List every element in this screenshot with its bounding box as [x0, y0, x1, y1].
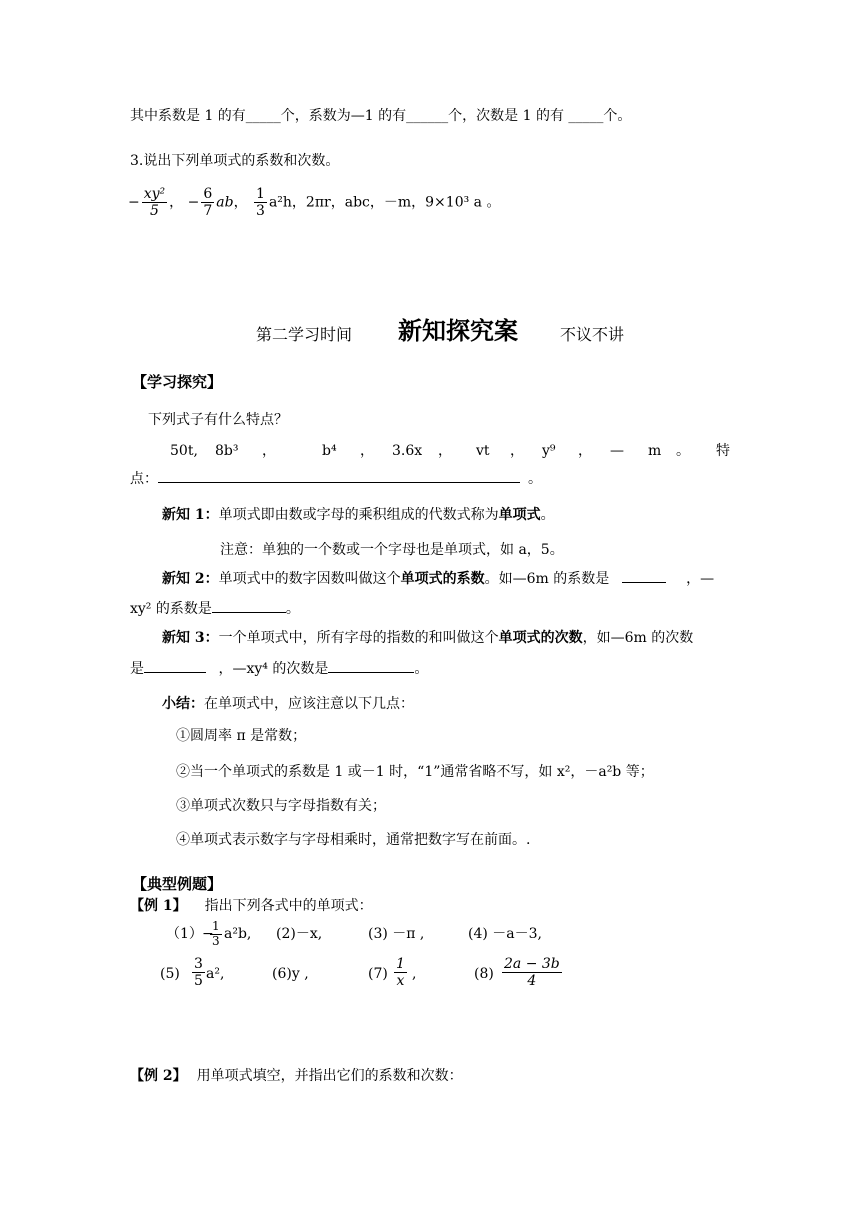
q3-expression-rest: a²h，2πr，abc，－m，9×10³ a 。 [268, 194, 501, 211]
study-heading: 【学习探究】 [132, 374, 223, 391]
study-prompt: 下列式子有什么特点？ [148, 412, 288, 428]
fraction-xy2-over-5: $\frac{\text{xy²}}{5}$ [143, 186, 166, 220]
term-sep: ， [578, 443, 592, 459]
term-4: 3.6x [392, 443, 423, 459]
intro-line-1: 其中系数是 1 的有_____个，系数为—1 的有______个，次数是 1 的有 _____个。 [130, 108, 632, 124]
term-end: 。 [676, 443, 690, 459]
fraction-1-over-x: $\frac{1}{x}$ [396, 956, 405, 990]
section-header-title: 新知探究案 [398, 318, 518, 345]
fraction-1-over-3: $\frac{1}{3}$ [256, 186, 265, 220]
example-1-row-1: （1） − $\frac{1}{3}$ a²b, (2)－x, (3) －π , (4) －a－3, [166, 919, 542, 948]
section-header-right: 不议不讲 [560, 327, 625, 344]
fraction-1-over-3-ex: $\frac{1}{3}$ [212, 919, 220, 948]
examples-heading: 【典型例题】 [132, 876, 223, 893]
term-6: y⁹ [542, 443, 556, 459]
summary-point-1: ①圆周率 π 是常数； [176, 728, 307, 744]
fraction-2a-3b-over-4: $\frac{2a - 3b}{4}$ [504, 956, 560, 990]
def2-blank-1[interactable] [622, 570, 666, 583]
example-1: 【例 1】 指出下列各式中的单项式： [130, 898, 373, 914]
term-sep: ， [360, 443, 374, 459]
fraction-3-over-5: $\frac{3}{5}$ [194, 956, 203, 990]
definition-1: 新知 1：单项式即由数或字母的乘积组成的代数式称为单项式。 [162, 507, 555, 523]
def3-blank-1[interactable] [144, 660, 206, 673]
definition-2-line-2: xy² 的系数是 。 [130, 601, 300, 617]
summary-point-4: ④单项式表示数字与字母相乘时，通常把数字写在前面。. [176, 832, 531, 848]
term-sep: ， [510, 443, 524, 459]
summary-point-2: ②当一个单项式的系数是 1 或－1 时，“1”通常省略不写，如 x²，－a²b 等； [176, 764, 654, 780]
trait-label-start: 特 [716, 443, 730, 459]
summary: 小结：在单项式中，应该注意以下几点： [162, 696, 414, 712]
term-7-letter: m [648, 443, 662, 459]
q3-expression-row: − $\frac{\text{xy²}}{5}$ ， − $\frac{6}{7}$ ab， $\frac{1}{3}$ a²h，2πr，abc，－m，9×10³ a 。 [128, 186, 501, 220]
definition-2: 新知 2：单项式中的数字因数叫做这个单项式的系数。如—6m 的系数是 ，— [162, 571, 715, 587]
def2-blank-2[interactable] [212, 600, 286, 613]
term-sep: ， [438, 443, 452, 459]
example-2: 【例 2】 用单项式填空，并指出它们的系数和次数： [130, 1068, 463, 1084]
term-5: vt [476, 443, 490, 459]
trait-line: 点： 。 [130, 471, 542, 487]
note: 注意：单独的一个数或一个字母也是单项式，如 a，5。 [220, 542, 564, 558]
term-2: 8b³ [215, 443, 239, 459]
term-sep: ， [262, 443, 276, 459]
example-1-row-2: (5) $\frac{3}{5}$ a², (6)y , (7) $\frac{1}{x}$ , (8) $\frac{2a - 3b}{4}$ [160, 956, 560, 990]
definition-3: 新知 3：一个单项式中，所有字母的指数的和叫做这个单项式的次数，如—6m 的次数 [162, 630, 694, 646]
fraction-6-over-7: $\frac{6}{7}$ [203, 186, 213, 220]
section-header-left: 第二学习时间 [256, 327, 353, 344]
trait-answer-blank[interactable] [158, 470, 520, 483]
term-1: 50t, [170, 443, 198, 459]
def3-blank-2[interactable] [328, 660, 414, 673]
question-3: 3.说出下列单项式的系数和次数。 [130, 153, 340, 169]
definition-3-line-2: 是 ，—xy⁴ 的次数是 。 [130, 661, 429, 677]
term-7-dash: — [610, 443, 624, 459]
summary-point-3: ③单项式次数只与字母指数有关； [176, 798, 386, 814]
term-3: b⁴ [322, 443, 337, 459]
